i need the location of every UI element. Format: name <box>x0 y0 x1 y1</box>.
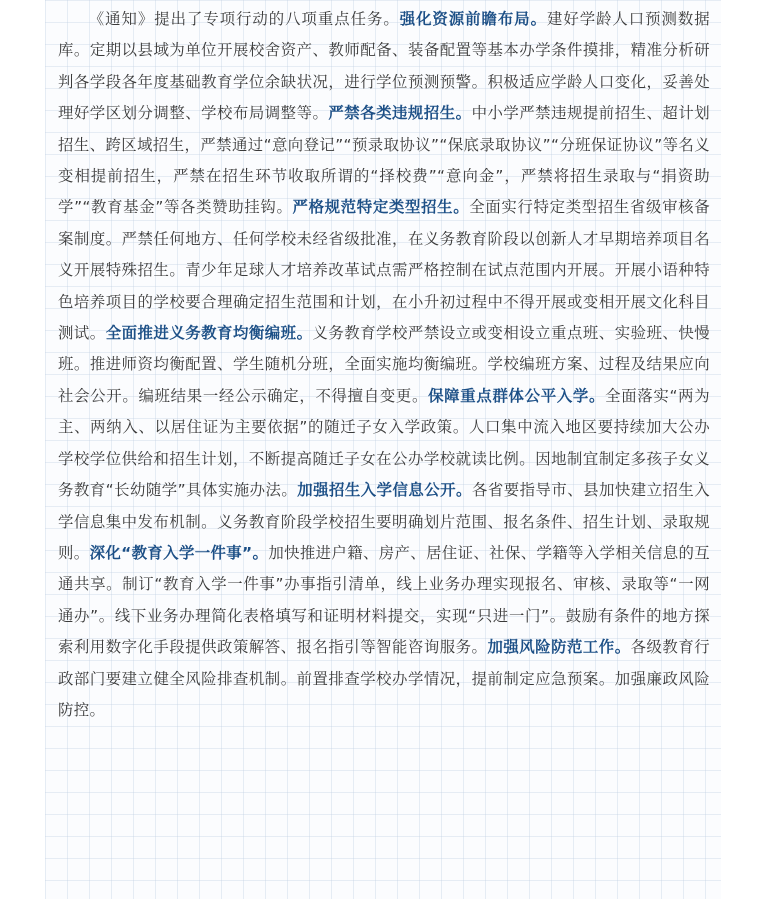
text-segment: 各省要指导市、县加快建立招生入学信息集中发布机制。义务教育阶段学校招生要明确划片范围、报名条件、招生计划、录取规则。 <box>58 481 710 562</box>
text-segment: 建好学龄人口预测数据库。定期以县域为单位开展校舍资产、教师配备、装备配置等基本办学条件摸排，精准分析研判各学段各年度基础教育学位余缺状况，进行学位预测预警。积极适应学龄人口变化，妥善处理好学区划分调整、学校布局调整等。 <box>58 10 710 123</box>
highlight-risk-prevention: 加强风险防范工作。 <box>487 638 631 657</box>
text-segment: 义务教育学校严禁设立或变相设立重点班、实验班、快慢班。推进师资均衡配置、学生随机分班，全面实施均衡编班。学校编班方案、过程及结果应向社会公开。编班结果一经公示确定，不得擅自变更。 <box>58 324 710 405</box>
highlight-regulate-special-enrollment: 严格规范特定类型招生。 <box>292 198 470 217</box>
highlight-enrollment-info-disclosure: 加强招生入学信息公开。 <box>297 481 472 500</box>
article-paragraph <box>58 4 710 726</box>
text-segment: 加快推进户籍、房产、居住证、社保、学籍等入学相关信息的互通共享。制订“教育入学一件事”办事指引清单，线上业务办理实现报名、审核、录取等“一网通办”。线下业务办理简化表格填写和证明材料提交，实现“只进一门”。鼓励有条件的地方探索利用数字化手段提供政策解答、报名指引等智能咨询服务。 <box>58 543 711 657</box>
highlight-strengthen-resource-planning: 强化资源前瞻布局。 <box>399 10 547 28</box>
text-segment: 中小学严禁违规提前招生、超计划招生、跨区域招生，严禁通过“意向登记”“预录取协议”“保底录取协议”“分班保证协议”等名义变相提前招生，严禁在招生环节收取所谓的“择校费”“意向金”，严禁将招生录取与“捐资助学”“教育基金”等各类赞助挂钩。 <box>58 104 710 217</box>
text-segment: 各级教育行政部门要建立健全风险排查机制。前置排查学校办学情况，提前制定应急预案。加强廉政风险防控。 <box>58 638 710 719</box>
highlight-prohibit-illegal-enrollment: 严禁各类违规招生。 <box>328 104 472 123</box>
text-segment: 《通知》提出了专项行动的八项重点任务。 <box>88 10 400 28</box>
highlight-balanced-class-grouping: 全面推进义务教育均衡编班。 <box>105 324 313 343</box>
text-segment: 全面落实“两为主、两纳入、以居住证为主要依据”的随迁子女入学政策。人口集中流入地区要持续加大公办学校学位供给和招生计划，不断提高随迁子女在公办学校就读比例。因地制宜制定多孩子女义务教育“长幼随学”具体实施办法。 <box>58 386 710 500</box>
text-segment: 全面实行特定类型招生省级审核备案制度。严禁任何地方、任何学校未经省级批准，在义务教育阶段以创新人才早期培养项目名义开展特殊招生。青少年足球人才培养改革试点需严格控制在试点范围内开展。开展小语种特色培养项目的学校要合理确定招生范围和计划，在小升初过程中不得开展或变相开展文化科目测试。 <box>58 198 710 343</box>
highlight-fair-admission-key-groups: 保障重点群体公平入学。 <box>428 386 606 405</box>
highlight-one-stop-enrollment: 深化“教育入学一件事”。 <box>89 543 269 562</box>
